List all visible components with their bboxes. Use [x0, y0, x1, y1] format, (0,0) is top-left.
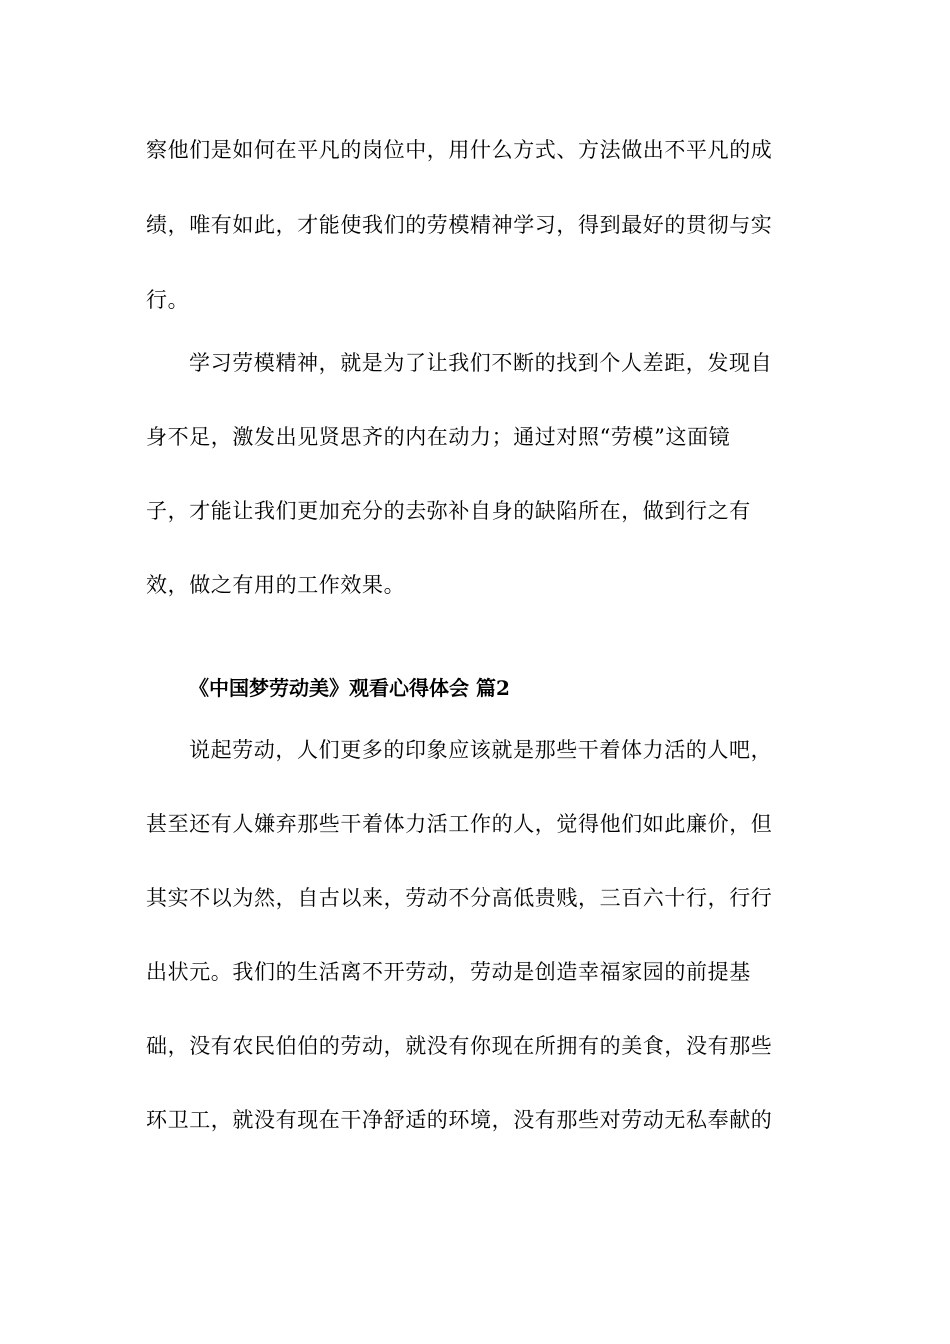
text-line: 身不足，激发出见贤思齐的内在动力；通过对照“劳模”这面镜: [146, 425, 731, 449]
text-line: 其实不以为然，自古以来，劳动不分高低贵贱，三百六十行，行行: [146, 886, 773, 910]
text-line: 绩，唯有如此，才能使我们的劳模精神学习，得到最好的贯彻与实: [146, 213, 773, 237]
text-line: 子，才能让我们更加充分的去弥补自身的缺陷所在，做到行之有: [146, 499, 751, 523]
text-line: 出状元。我们的生活离不开劳动，劳动是创造幸福家园的前提基: [146, 960, 751, 984]
text-line: 说起劳动，人们更多的印象应该就是那些干着体力活的人吧，: [189, 738, 773, 762]
text-line: 础，没有农民伯伯的劳动，就没有你现在所拥有的美食，没有那些: [146, 1034, 773, 1058]
section-heading: 《中国梦劳动美》观看心得体会 篇2: [189, 676, 510, 700]
text-line: 学习劳模精神，就是为了让我们不断的找到个人差距，发现自: [189, 351, 773, 375]
text-line: 察他们是如何在平凡的岗位中，用什么方式、方法做出不平凡的成: [146, 138, 773, 162]
text-line: 效，做之有用的工作效果。: [146, 573, 406, 597]
text-line: 甚至还有人嫌弃那些干着体力活工作的人，觉得他们如此廉价，但: [146, 812, 773, 836]
text-line: 环卫工，就没有现在干净舒适的环境，没有那些对劳动无私奉献的: [146, 1108, 773, 1132]
text-line: 行。: [146, 288, 190, 312]
